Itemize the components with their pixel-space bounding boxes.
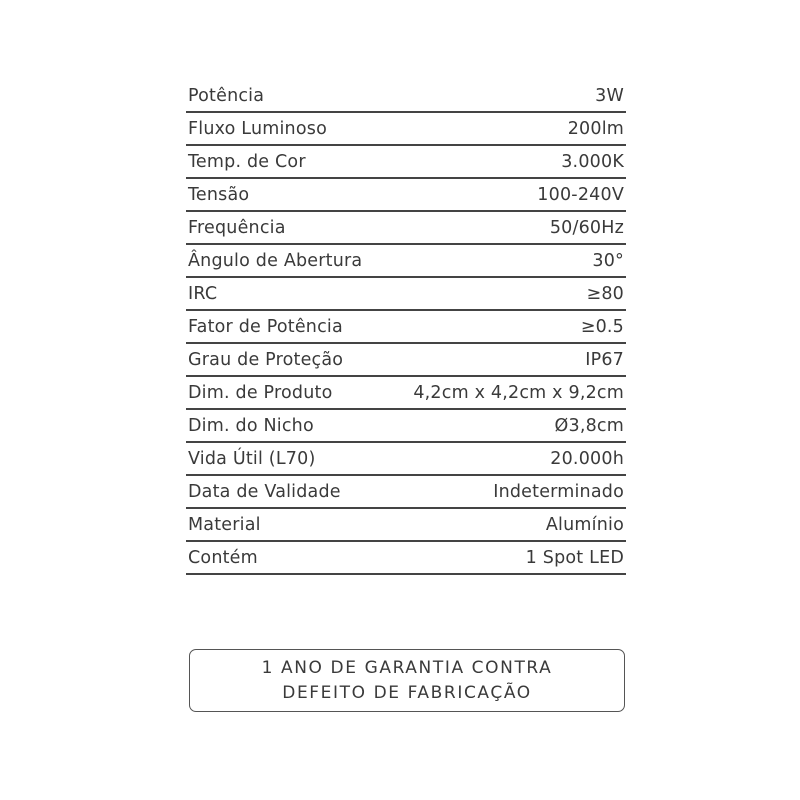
spec-table [186, 80, 626, 575]
spec-row-temp-de-cor [186, 146, 626, 179]
spec-row-tensao [186, 179, 626, 212]
spec-label: Dim. de Produto [188, 383, 333, 403]
spec-label: Ângulo de Abertura [188, 251, 363, 271]
spec-label: Frequência [188, 218, 286, 238]
spec-value: ≥0.5 [580, 317, 624, 337]
spec-value: ≥80 [586, 284, 624, 304]
warranty-badge [189, 649, 625, 712]
spec-value: Alumínio [545, 515, 624, 535]
spec-row-frequencia [186, 212, 626, 245]
spec-row-dim-de-produto [186, 377, 626, 410]
spec-row-dim-do-nicho [186, 410, 626, 443]
warranty-line-2: DEFEITO DE FABRICAÇÃO [282, 682, 532, 703]
spec-label: Data de Validade [188, 482, 341, 502]
spec-value: Ø3,8cm [554, 416, 624, 436]
spec-value: 3W [595, 86, 624, 106]
spec-value: 50/60Hz [549, 218, 624, 238]
spec-row-material [186, 509, 626, 542]
warranty-line-1: 1 ANO DE GARANTIA CONTRA [261, 657, 553, 678]
spec-value: 200lm [567, 119, 624, 139]
spec-row-fator-de-potencia [186, 311, 626, 344]
spec-value: 30° [592, 251, 624, 271]
spec-row-fluxo-luminoso [186, 113, 626, 146]
spec-row-irc [186, 278, 626, 311]
spec-value: 3.000K [561, 152, 624, 172]
spec-row-data-de-validade [186, 476, 626, 509]
spec-row-vida-util [186, 443, 626, 476]
spec-value: 100-240V [537, 185, 624, 205]
spec-value: Indeterminado [493, 482, 624, 502]
spec-label: Tensão [188, 185, 250, 205]
spec-label: Dim. do Nicho [188, 416, 314, 436]
spec-row-angulo-de-abertura [186, 245, 626, 278]
spec-label: Contém [188, 548, 258, 568]
spec-label: Fator de Potência [188, 317, 343, 337]
spec-label: Temp. de Cor [188, 152, 306, 172]
spec-value: 1 Spot LED [525, 548, 624, 568]
spec-value: 4,2cm x 4,2cm x 9,2cm [413, 383, 624, 403]
spec-label: IRC [188, 284, 218, 304]
spec-label: Fluxo Luminoso [188, 119, 327, 139]
spec-row-potencia [186, 80, 626, 113]
spec-label: Potência [188, 86, 265, 106]
spec-label: Vida Útil (L70) [188, 449, 316, 469]
spec-label: Grau de Proteção [188, 350, 344, 370]
spec-row-contem [186, 542, 626, 575]
spec-label: Material [188, 515, 261, 535]
spec-value: IP67 [585, 350, 624, 370]
spec-value: 20.000h [550, 449, 624, 469]
spec-row-grau-de-protecao [186, 344, 626, 377]
